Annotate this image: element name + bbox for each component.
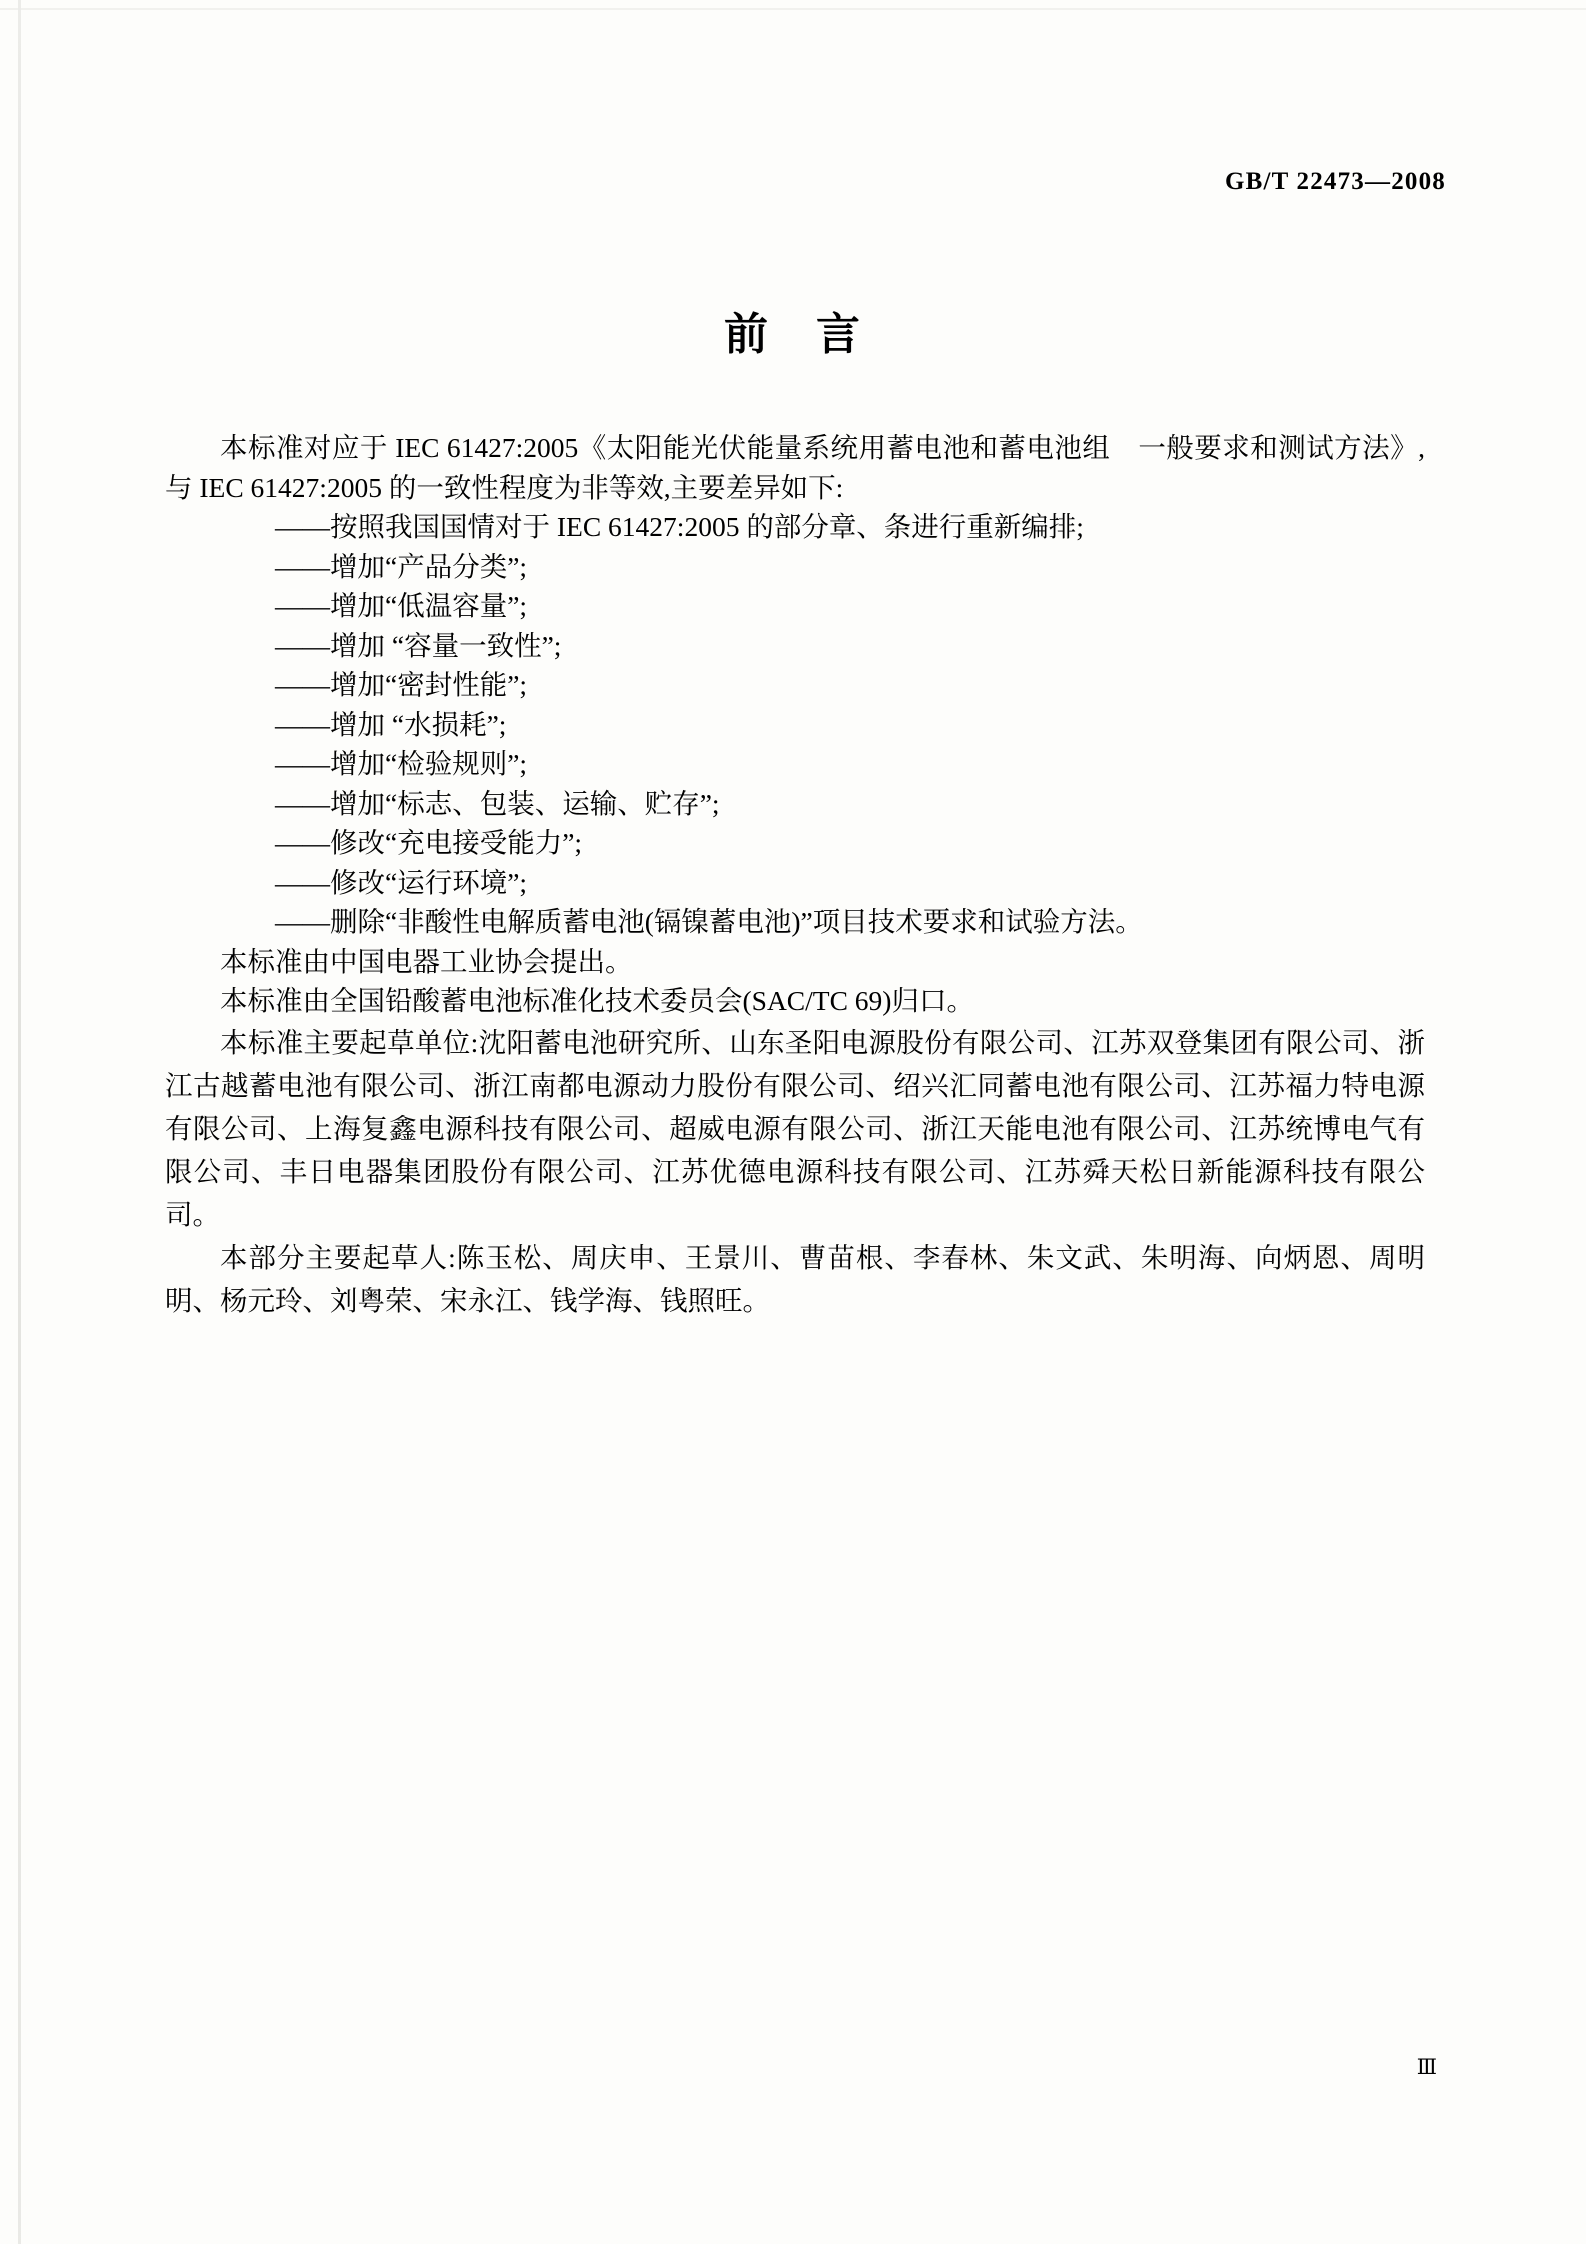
drafting-units-paragraph: 本标准主要起草单位:沈阳蓄电池研究所、山东圣阳电源股份有限公司、江苏双登集团有限公司、浙江古越蓄电池有限公司、浙江南都电源动力股份有限公司、绍兴汇同蓄电池有限公司、江苏福力特电源有限公司、上海复鑫电源科技有限公司、超威电源有限公司、浙江天能电池有限公司、江苏统博电气有限公司、丰日电器集团股份有限公司、江苏优德电源科技有限公司、江苏舜天松日新能源科技有限公司。 — [165, 1026, 1425, 1230]
difference-item: ——增加“标志、包装、运输、贮存”; — [275, 787, 720, 819]
difference-item: ——修改“充电接受能力”; — [275, 827, 583, 858]
intro-paragraph: 本标准对应于 IEC 61427:2005《太阳能光伏能量系统用蓄电池和蓄电池组 一般要求和测试方法》,与 IEC 61427:2005 的一致性程度为非等效,主要差异如下: — [165, 432, 1425, 503]
foreword-body — [165, 428, 1425, 1322]
differences-list — [165, 507, 1425, 942]
difference-item: ——增加“低温容量”; — [275, 590, 528, 621]
custodian-paragraph: 本标准由全国铅酸蓄电池标准化技术委员会(SAC/TC 69)归口。 — [220, 985, 974, 1016]
difference-item: ——增加 “水损耗”; — [275, 708, 507, 740]
page-title — [0, 298, 1586, 362]
difference-item: ——增加 “容量一致性”; — [275, 629, 562, 661]
difference-item: ——增加“产品分类”; — [275, 550, 528, 582]
difference-item: ——修改“运行环境”; — [275, 866, 528, 898]
difference-item: ——按照我国国情对于 IEC 61427:2005 的部分章、条进行重新编排; — [275, 511, 1084, 542]
page-number: Ⅲ — [1416, 2055, 1438, 2079]
page-title-char-1: 前 — [724, 309, 770, 360]
page-title-char-2: 言 — [816, 309, 862, 360]
proposer-paragraph: 本标准由中国电器工业协会提出。 — [220, 945, 633, 977]
standard-number-header: GB/T 22473—2008 — [1224, 168, 1446, 195]
difference-item: ——删除“非酸性电解质蓄电池(镉镍蓄电池)”项目技术要求和试验方法。 — [275, 906, 1143, 937]
drafters-paragraph: 本部分主要起草人:陈玉松、周庆申、王景川、曹苗根、李春林、朱文武、朱明海、向炳恩、周明明、杨元玲、刘粤荣、宋永江、钱学海、钱照旺。 — [165, 1241, 1425, 1316]
difference-item: ——增加“密封性能”; — [275, 669, 528, 700]
difference-item: ——增加“检验规则”; — [275, 748, 528, 779]
scan-edge-top — [0, 8, 1586, 10]
